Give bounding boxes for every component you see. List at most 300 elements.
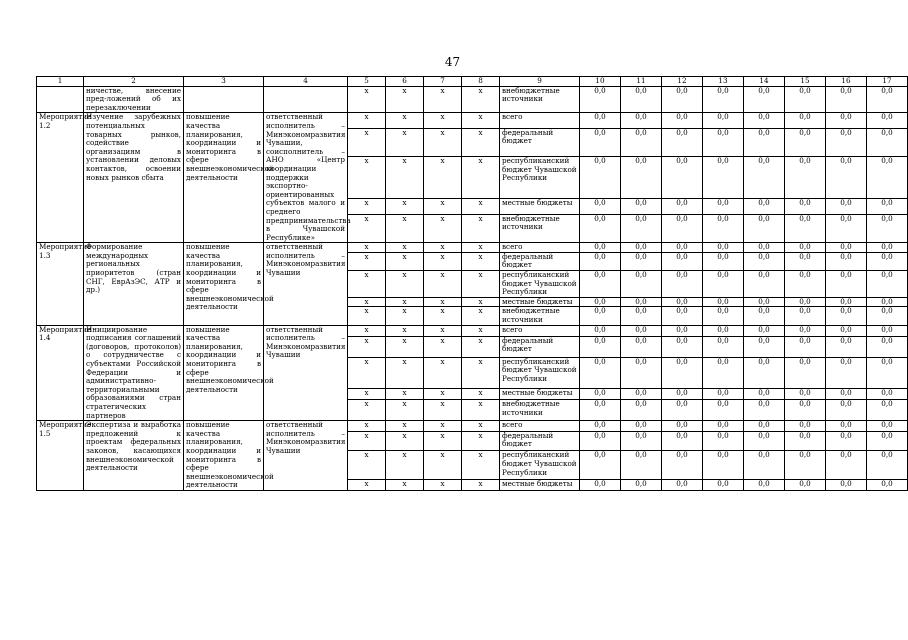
value-cell: 0,0 (580, 157, 621, 199)
value-cell: 0,0 (826, 243, 867, 253)
value-cell: 0,0 (662, 271, 703, 298)
value-cell: 0,0 (621, 297, 662, 307)
value-cell: 0,0 (867, 431, 908, 451)
value-cell: 0,0 (744, 431, 785, 451)
x-mark: x (348, 243, 386, 253)
value-cell: 0,0 (826, 157, 867, 199)
value-cell: 0,0 (621, 336, 662, 357)
value-cell: 0,0 (785, 451, 826, 480)
value-cell: 0,0 (580, 113, 621, 128)
value-cell: 0,0 (662, 157, 703, 199)
measure-id: Мероприятие 1.2 (37, 113, 84, 243)
column-number: 16 (826, 77, 867, 87)
value-cell: 0,0 (744, 297, 785, 307)
value-cell: 0,0 (785, 307, 826, 325)
value-cell: 0,0 (580, 307, 621, 325)
value-cell: 0,0 (867, 214, 908, 243)
column-number: 9 (500, 77, 580, 87)
value-cell: 0,0 (662, 297, 703, 307)
value-cell: 0,0 (621, 271, 662, 298)
value-cell: 0,0 (703, 307, 744, 325)
value-cell: 0,0 (826, 214, 867, 243)
x-mark: x (462, 480, 500, 490)
funding-source: внебюджетные источники (500, 400, 580, 421)
value-cell: 0,0 (785, 336, 826, 357)
value-cell: 0,0 (867, 421, 908, 431)
value-cell: 0,0 (621, 480, 662, 490)
value-cell: 0,0 (826, 388, 867, 399)
value-cell: 0,0 (580, 421, 621, 431)
value-cell: 0,0 (621, 128, 662, 157)
value-cell: 0,0 (785, 214, 826, 243)
value-cell: 0,0 (662, 307, 703, 325)
x-mark: x (348, 431, 386, 451)
value-cell: 0,0 (867, 199, 908, 214)
funding-source: всего (500, 325, 580, 336)
value-cell: 0,0 (703, 431, 744, 451)
x-mark: x (386, 199, 424, 214)
x-mark: x (462, 199, 500, 214)
value-cell: 0,0 (744, 128, 785, 157)
value-cell: 0,0 (744, 86, 785, 113)
x-mark: x (348, 271, 386, 298)
x-mark: x (348, 214, 386, 243)
column-number: 17 (867, 77, 908, 87)
value-cell: 0,0 (580, 243, 621, 253)
value-cell: 0,0 (662, 480, 703, 490)
header-row (37, 77, 908, 87)
table-row (37, 421, 908, 431)
x-mark: x (386, 400, 424, 421)
column-number: 3 (184, 77, 264, 87)
x-mark: x (424, 157, 462, 199)
value-cell: 0,0 (744, 199, 785, 214)
measure-id (37, 86, 84, 113)
value-cell: 0,0 (580, 451, 621, 480)
measure-description: Инициирование подписания соглашений (договоров, протоколов) о сотрудничестве с субъектами Российской Федерации и административно-территориальными образованиями стран стратегических партнеров (84, 325, 184, 421)
value-cell: 0,0 (744, 252, 785, 270)
funding-source: местные бюджеты (500, 297, 580, 307)
value-cell: 0,0 (621, 388, 662, 399)
value-cell: 0,0 (703, 480, 744, 490)
value-cell: 0,0 (867, 357, 908, 388)
value-cell: 0,0 (580, 388, 621, 399)
column-number: 12 (662, 77, 703, 87)
value-cell: 0,0 (785, 128, 826, 157)
x-mark: x (386, 388, 424, 399)
x-mark: x (462, 113, 500, 128)
value-cell: 0,0 (826, 271, 867, 298)
funding-source: республиканский бюджет Чувашской Республики (500, 271, 580, 298)
value-cell: 0,0 (703, 297, 744, 307)
value-cell: 0,0 (662, 252, 703, 270)
value-cell: 0,0 (580, 199, 621, 214)
funding-source: местные бюджеты (500, 199, 580, 214)
value-cell: 0,0 (580, 86, 621, 113)
value-cell: 0,0 (744, 113, 785, 128)
funding-source: всего (500, 243, 580, 253)
value-cell: 0,0 (744, 307, 785, 325)
column-number: 4 (264, 77, 348, 87)
x-mark: x (386, 252, 424, 270)
value-cell: 0,0 (703, 451, 744, 480)
x-mark: x (386, 451, 424, 480)
value-cell: 0,0 (580, 480, 621, 490)
x-mark: x (386, 421, 424, 431)
value-cell: 0,0 (580, 128, 621, 157)
column-number: 15 (785, 77, 826, 87)
measure-result: повышение качества планирования, координации и мониторинга в сфере внешнеэкономической деятельности (184, 421, 264, 491)
value-cell: 0,0 (785, 325, 826, 336)
column-number: 10 (580, 77, 621, 87)
x-mark: x (424, 421, 462, 431)
x-mark: x (386, 297, 424, 307)
x-mark: x (462, 325, 500, 336)
x-mark: x (348, 451, 386, 480)
value-cell: 0,0 (826, 451, 867, 480)
x-mark: x (462, 252, 500, 270)
table-row (37, 113, 908, 128)
program-table (36, 76, 908, 491)
value-cell: 0,0 (785, 86, 826, 113)
value-cell: 0,0 (662, 113, 703, 128)
x-mark: x (348, 113, 386, 128)
value-cell: 0,0 (744, 336, 785, 357)
value-cell: 0,0 (744, 214, 785, 243)
x-mark: x (386, 113, 424, 128)
x-mark: x (348, 357, 386, 388)
value-cell: 0,0 (867, 128, 908, 157)
x-mark: x (386, 157, 424, 199)
x-mark: x (462, 297, 500, 307)
value-cell: 0,0 (703, 325, 744, 336)
x-mark: x (424, 307, 462, 325)
value-cell: 0,0 (744, 271, 785, 298)
value-cell: 0,0 (703, 199, 744, 214)
value-cell: 0,0 (826, 431, 867, 451)
value-cell: 0,0 (662, 400, 703, 421)
value-cell: 0,0 (785, 271, 826, 298)
table-row (37, 243, 908, 253)
value-cell: 0,0 (785, 243, 826, 253)
value-cell: 0,0 (826, 400, 867, 421)
value-cell: 0,0 (662, 128, 703, 157)
value-cell: 0,0 (867, 400, 908, 421)
value-cell: 0,0 (703, 271, 744, 298)
x-mark: x (424, 451, 462, 480)
x-mark: x (386, 357, 424, 388)
value-cell: 0,0 (867, 325, 908, 336)
x-mark: x (424, 325, 462, 336)
value-cell: 0,0 (621, 113, 662, 128)
x-mark: x (462, 86, 500, 113)
x-mark: x (348, 307, 386, 325)
value-cell: 0,0 (867, 243, 908, 253)
value-cell: 0,0 (744, 451, 785, 480)
measure-id: Мероприятие 1.3 (37, 243, 84, 325)
value-cell: 0,0 (744, 400, 785, 421)
table-row (37, 86, 908, 113)
measure-description: ничестве, внесение пред-ложений об их перезаключении (84, 86, 184, 113)
x-mark: x (386, 271, 424, 298)
x-mark: x (424, 431, 462, 451)
x-mark: x (424, 271, 462, 298)
value-cell: 0,0 (785, 157, 826, 199)
value-cell: 0,0 (621, 86, 662, 113)
x-mark: x (386, 431, 424, 451)
funding-source: местные бюджеты (500, 388, 580, 399)
value-cell: 0,0 (662, 325, 703, 336)
x-mark: x (424, 199, 462, 214)
value-cell: 0,0 (826, 357, 867, 388)
funding-source: республиканский бюджет Чувашской Республики (500, 157, 580, 199)
value-cell: 0,0 (580, 325, 621, 336)
measure-id: Мероприятие 1.5 (37, 421, 84, 491)
value-cell: 0,0 (580, 357, 621, 388)
funding-source: республиканский бюджет Чувашской Республики (500, 357, 580, 388)
value-cell: 0,0 (703, 400, 744, 421)
column-number: 11 (621, 77, 662, 87)
value-cell: 0,0 (867, 86, 908, 113)
value-cell: 0,0 (703, 421, 744, 431)
value-cell: 0,0 (662, 431, 703, 451)
column-number: 8 (462, 77, 500, 87)
x-mark: x (462, 357, 500, 388)
value-cell: 0,0 (826, 480, 867, 490)
column-number: 1 (37, 77, 84, 87)
x-mark: x (348, 480, 386, 490)
measure-executor (264, 86, 348, 113)
x-mark: x (424, 480, 462, 490)
x-mark: x (348, 128, 386, 157)
value-cell: 0,0 (744, 325, 785, 336)
value-cell: 0,0 (621, 252, 662, 270)
measure-description: Изучение зарубежных потенциальных товарных рынков, содействие организациям в установлении деловых контактов, освоении новых рынков сбыта (84, 113, 184, 243)
value-cell: 0,0 (580, 297, 621, 307)
value-cell: 0,0 (662, 336, 703, 357)
funding-source: федеральный бюджет (500, 128, 580, 157)
column-number: 2 (84, 77, 184, 87)
value-cell: 0,0 (785, 252, 826, 270)
funding-source: всего (500, 421, 580, 431)
funding-source: республиканский бюджет Чувашской Республики (500, 451, 580, 480)
funding-source: внебюджетные источники (500, 214, 580, 243)
x-mark: x (424, 128, 462, 157)
value-cell: 0,0 (867, 252, 908, 270)
x-mark: x (462, 157, 500, 199)
value-cell: 0,0 (867, 307, 908, 325)
value-cell: 0,0 (826, 113, 867, 128)
value-cell: 0,0 (621, 400, 662, 421)
x-mark: x (462, 451, 500, 480)
value-cell: 0,0 (662, 86, 703, 113)
value-cell: 0,0 (621, 357, 662, 388)
value-cell: 0,0 (867, 157, 908, 199)
value-cell: 0,0 (785, 400, 826, 421)
value-cell: 0,0 (703, 388, 744, 399)
value-cell: 0,0 (867, 480, 908, 490)
x-mark: x (462, 431, 500, 451)
funding-source: федеральный бюджет (500, 431, 580, 451)
value-cell: 0,0 (621, 431, 662, 451)
value-cell: 0,0 (744, 421, 785, 431)
value-cell: 0,0 (703, 243, 744, 253)
x-mark: x (348, 421, 386, 431)
value-cell: 0,0 (580, 336, 621, 357)
x-mark: x (386, 86, 424, 113)
value-cell: 0,0 (580, 271, 621, 298)
value-cell: 0,0 (621, 199, 662, 214)
x-mark: x (424, 357, 462, 388)
value-cell: 0,0 (785, 421, 826, 431)
measure-executor: ответственный исполнитель – Минэкономразвития Чувашии, соисполнитель – АНО «Центр координации поддержки экспортно-ориентированных субъектов малого и среднего предпринимательства в Чувашской Республике» (264, 113, 348, 243)
value-cell: 0,0 (621, 307, 662, 325)
value-cell: 0,0 (867, 271, 908, 298)
x-mark: x (462, 336, 500, 357)
measure-result: повышение качества планирования, координации и мониторинга в сфере внешнеэкономической деятельности (184, 113, 264, 243)
value-cell: 0,0 (744, 388, 785, 399)
value-cell: 0,0 (785, 480, 826, 490)
measure-result (184, 86, 264, 113)
x-mark: x (424, 252, 462, 270)
column-number: 6 (386, 77, 424, 87)
value-cell: 0,0 (703, 214, 744, 243)
x-mark: x (348, 157, 386, 199)
x-mark: x (386, 336, 424, 357)
x-mark: x (348, 252, 386, 270)
value-cell: 0,0 (580, 214, 621, 243)
value-cell: 0,0 (621, 214, 662, 243)
value-cell: 0,0 (662, 421, 703, 431)
value-cell: 0,0 (580, 431, 621, 451)
x-mark: x (424, 297, 462, 307)
funding-source: местные бюджеты (500, 480, 580, 490)
value-cell: 0,0 (744, 357, 785, 388)
value-cell: 0,0 (662, 214, 703, 243)
table-row (37, 325, 908, 336)
value-cell: 0,0 (703, 157, 744, 199)
value-cell: 0,0 (703, 113, 744, 128)
measure-result: повышение качества планирования, координации и мониторинга в сфере внешнеэкономической деятельности (184, 325, 264, 421)
measure-description: Формирование международных региональных приоритетов (стран СНГ, ЕврАзЭС, АТР и др.) (84, 243, 184, 325)
value-cell: 0,0 (703, 357, 744, 388)
x-mark: x (386, 307, 424, 325)
x-mark: x (462, 271, 500, 298)
x-mark: x (424, 336, 462, 357)
x-mark: x (424, 214, 462, 243)
measure-id: Мероприятие 1.4 (37, 325, 84, 421)
measure-description: Экспертиза и выработка предложений к проектам федеральных законов, касающихся внешнеэкономической деятельности (84, 421, 184, 491)
value-cell: 0,0 (826, 86, 867, 113)
x-mark: x (424, 388, 462, 399)
value-cell: 0,0 (744, 243, 785, 253)
x-mark: x (462, 128, 500, 157)
value-cell: 0,0 (662, 199, 703, 214)
value-cell: 0,0 (785, 199, 826, 214)
measure-executor: ответственный исполнитель – Минэкономразвития Чувашии (264, 243, 348, 325)
funding-source: внебюджетные источники (500, 86, 580, 113)
value-cell: 0,0 (703, 336, 744, 357)
x-mark: x (462, 307, 500, 325)
value-cell: 0,0 (621, 157, 662, 199)
value-cell: 0,0 (867, 297, 908, 307)
x-mark: x (348, 86, 386, 113)
measure-result: повышение качества планирования, координации и мониторинга в сфере внешнеэкономической деятельности (184, 243, 264, 325)
value-cell: 0,0 (785, 357, 826, 388)
column-number: 14 (744, 77, 785, 87)
x-mark: x (348, 297, 386, 307)
value-cell: 0,0 (703, 128, 744, 157)
value-cell: 0,0 (621, 243, 662, 253)
value-cell: 0,0 (621, 325, 662, 336)
x-mark: x (424, 400, 462, 421)
value-cell: 0,0 (826, 199, 867, 214)
x-mark: x (348, 325, 386, 336)
x-mark: x (386, 214, 424, 243)
x-mark: x (348, 336, 386, 357)
x-mark: x (348, 199, 386, 214)
page-number: 47 (444, 55, 461, 69)
x-mark: x (462, 243, 500, 253)
value-cell: 0,0 (826, 325, 867, 336)
column-number: 5 (348, 77, 386, 87)
value-cell: 0,0 (867, 113, 908, 128)
x-mark: x (424, 243, 462, 253)
x-mark: x (348, 400, 386, 421)
value-cell: 0,0 (580, 400, 621, 421)
value-cell: 0,0 (662, 243, 703, 253)
x-mark: x (462, 400, 500, 421)
x-mark: x (386, 325, 424, 336)
value-cell: 0,0 (744, 480, 785, 490)
value-cell: 0,0 (826, 252, 867, 270)
value-cell: 0,0 (826, 128, 867, 157)
x-mark: x (424, 86, 462, 113)
value-cell: 0,0 (826, 336, 867, 357)
value-cell: 0,0 (744, 157, 785, 199)
value-cell: 0,0 (785, 431, 826, 451)
value-cell: 0,0 (867, 336, 908, 357)
value-cell: 0,0 (580, 252, 621, 270)
value-cell: 0,0 (785, 297, 826, 307)
value-cell: 0,0 (785, 113, 826, 128)
column-number: 7 (424, 77, 462, 87)
funding-source: федеральный бюджет (500, 252, 580, 270)
value-cell: 0,0 (826, 297, 867, 307)
x-mark: x (386, 243, 424, 253)
value-cell: 0,0 (662, 388, 703, 399)
x-mark: x (462, 421, 500, 431)
value-cell: 0,0 (826, 307, 867, 325)
x-mark: x (386, 128, 424, 157)
value-cell: 0,0 (703, 252, 744, 270)
x-mark: x (348, 388, 386, 399)
x-mark: x (424, 113, 462, 128)
value-cell: 0,0 (785, 388, 826, 399)
x-mark: x (462, 388, 500, 399)
funding-source: федеральный бюджет (500, 336, 580, 357)
value-cell: 0,0 (662, 357, 703, 388)
x-mark: x (462, 214, 500, 243)
value-cell: 0,0 (867, 388, 908, 399)
funding-source: всего (500, 113, 580, 128)
funding-source: внебюджетные источники (500, 307, 580, 325)
column-number: 13 (703, 77, 744, 87)
value-cell: 0,0 (826, 421, 867, 431)
x-mark: x (386, 480, 424, 490)
measure-executor: ответственный исполнитель – Минэкономразвития Чувашии (264, 421, 348, 491)
value-cell: 0,0 (662, 451, 703, 480)
